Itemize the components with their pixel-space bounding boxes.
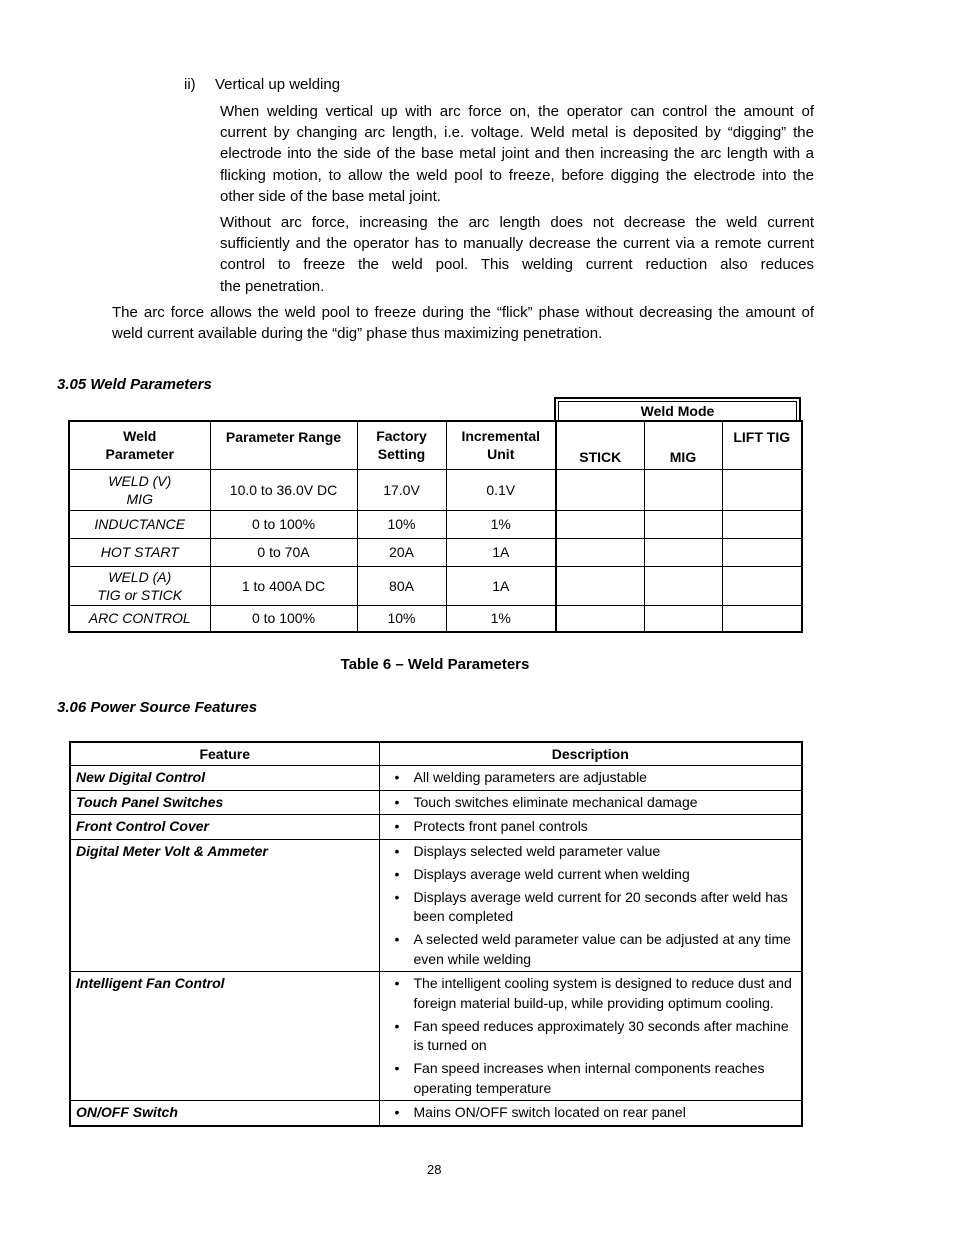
header-weld-parameter: Weld Parameter [69, 421, 210, 469]
param-factory: 80A [357, 566, 446, 605]
list-item: • Displays average weld current when welding [385, 865, 797, 885]
feature-description [379, 1101, 802, 1126]
table-row [69, 566, 802, 605]
header-feature: Feature [70, 742, 379, 766]
list-item: • All welding parameters are adjustable [385, 768, 797, 788]
param-factory: 10% [357, 605, 446, 632]
table-row [70, 790, 802, 815]
table-row [70, 1101, 802, 1126]
paragraph-line: the penetration. [220, 277, 325, 295]
paragraph-line: flicking motion, to allow the weld pool to freeze, before digging the electrode into the [220, 166, 814, 184]
weld-mode-header: Weld Mode [558, 401, 797, 420]
feature-description [379, 815, 802, 840]
list-item: • Mains ON/OFF switch located on rear panel [385, 1103, 797, 1123]
bullet-list [385, 817, 797, 837]
list-item: • A selected weld parameter value can be adjusted at any time even while welding [385, 930, 797, 969]
header-stick: STICK [556, 421, 644, 469]
weld-table-header-row [69, 421, 802, 469]
paragraph-line: sufficiently and the operator has to manually decrease the current via a remote current [220, 235, 814, 253]
list-item: • Displays average weld current for 20 seconds after weld has been completed [385, 888, 797, 927]
mode-cell-lift-tig [722, 605, 802, 632]
list-item: • Displays selected weld parameter value [385, 842, 797, 862]
mode-cell-mig [644, 510, 722, 538]
mode-cell-stick [556, 538, 644, 566]
feature-description [379, 790, 802, 815]
param-name: HOT START [69, 538, 210, 566]
param-name: WELD (V) MIG [69, 469, 210, 510]
header-factory-setting: Factory Setting [357, 421, 446, 469]
param-incr: 1% [446, 510, 556, 538]
param-incr: 1A [446, 566, 556, 605]
paragraph-without-arc-force [220, 212, 814, 297]
section-heading-weld-parameters: 3.05 Weld Parameters [57, 376, 212, 393]
paragraph-line: electrode into the side of the base metal joint and then increasing the arc length with a [220, 145, 814, 163]
feature-name: Digital Meter Volt & Ammeter [70, 839, 379, 972]
header-incremental-unit: Incremental Unit [446, 421, 556, 469]
param-range: 0 to 100% [210, 510, 357, 538]
bullet-list [385, 1103, 797, 1123]
features-header-row [70, 742, 802, 766]
paragraph-line: The arc force allows the weld pool to freeze during the “flick” phase without decreasing the amount of [112, 304, 814, 321]
sub-item-title: Vertical up welding [215, 76, 341, 93]
table-row [69, 469, 802, 510]
paragraph-line: weld current available during the “dig” phase thus maximizing penetration. [112, 325, 603, 343]
param-factory: 17.0V [357, 469, 446, 510]
table-row [69, 538, 802, 566]
paragraph-line: Without arc force, increasing the arc length does not decrease the weld current [220, 214, 814, 231]
header-mig: MIG [644, 421, 722, 469]
param-name: ARC CONTROL [69, 605, 210, 632]
feature-name: ON/OFF Switch [70, 1101, 379, 1126]
mode-cell-stick [556, 510, 644, 538]
header-lift-tig: LIFT TIG [722, 421, 802, 469]
list-item: • Touch switches eliminate mechanical damage [385, 793, 797, 813]
paragraph-vertical-up-arc-force [220, 101, 814, 207]
paragraph-arc-force-summary [112, 302, 814, 344]
bullet-list [385, 974, 797, 1098]
mode-cell-mig [644, 566, 722, 605]
list-item: • Fan speed increases when internal components reaches operating temperature [385, 1059, 797, 1098]
feature-name: New Digital Control [70, 766, 379, 791]
header-parameter-range: Parameter Range [210, 421, 357, 469]
mode-cell-mig [644, 469, 722, 510]
list-item: • The intelligent cooling system is designed to reduce dust and foreign material build-up, while providing optimum cooling. [385, 974, 797, 1013]
table-row [70, 766, 802, 791]
param-incr: 1% [446, 605, 556, 632]
table-row [69, 510, 802, 538]
feature-description [379, 766, 802, 791]
mode-cell-stick [556, 605, 644, 632]
paragraph-line: other side of the base metal joint. [220, 187, 441, 205]
weld-parameters-table [68, 420, 803, 633]
feature-description [379, 839, 802, 972]
param-incr: 0.1V [446, 469, 556, 510]
page-number: 28 [427, 1162, 442, 1177]
mode-cell-mig [644, 538, 722, 566]
power-source-features-table [69, 741, 803, 1127]
param-range: 0 to 100% [210, 605, 357, 632]
weld-mode-header-box [554, 397, 801, 420]
param-factory: 20A [357, 538, 446, 566]
header-description: Description [379, 742, 802, 766]
param-name: WELD (A) TIG or STICK [69, 566, 210, 605]
mode-cell-stick [556, 566, 644, 605]
list-item: • Protects front panel controls [385, 817, 797, 837]
param-range: 0 to 70A [210, 538, 357, 566]
feature-name: Front Control Cover [70, 815, 379, 840]
mode-cell-lift-tig [722, 538, 802, 566]
mode-cell-lift-tig [722, 510, 802, 538]
mode-cell-stick [556, 469, 644, 510]
table-row [70, 815, 802, 840]
section-heading-power-source-features: 3.06 Power Source Features [57, 699, 258, 716]
table-row [70, 972, 802, 1101]
mode-cell-lift-tig [722, 566, 802, 605]
bullet-list [385, 842, 797, 970]
mode-cell-lift-tig [722, 469, 802, 510]
sub-item-number: ii) [184, 76, 196, 93]
param-name: INDUCTANCE [69, 510, 210, 538]
bullet-list [385, 768, 797, 788]
param-range: 1 to 400A DC [210, 566, 357, 605]
paragraph-line: When welding vertical up with arc force on, the operator can control the amount of [220, 103, 814, 120]
table-row [70, 839, 802, 972]
param-range: 10.0 to 36.0V DC [210, 469, 357, 510]
feature-name: Intelligent Fan Control [70, 972, 379, 1101]
mode-cell-mig [644, 605, 722, 632]
param-factory: 10% [357, 510, 446, 538]
param-incr: 1A [446, 538, 556, 566]
feature-name: Touch Panel Switches [70, 790, 379, 815]
list-item: • Fan speed reduces approximately 30 seconds after machine is turned on [385, 1017, 797, 1056]
table-row [69, 605, 802, 632]
table-caption: Table 6 – Weld Parameters [340, 656, 530, 673]
paragraph-line: control to freeze the weld pool. This welding current reduction also reduces [220, 256, 814, 274]
feature-description [379, 972, 802, 1101]
bullet-list [385, 793, 797, 813]
paragraph-line: current by changing arc length, i.e. voltage. Weld metal is deposited by “digging” the [220, 124, 814, 142]
